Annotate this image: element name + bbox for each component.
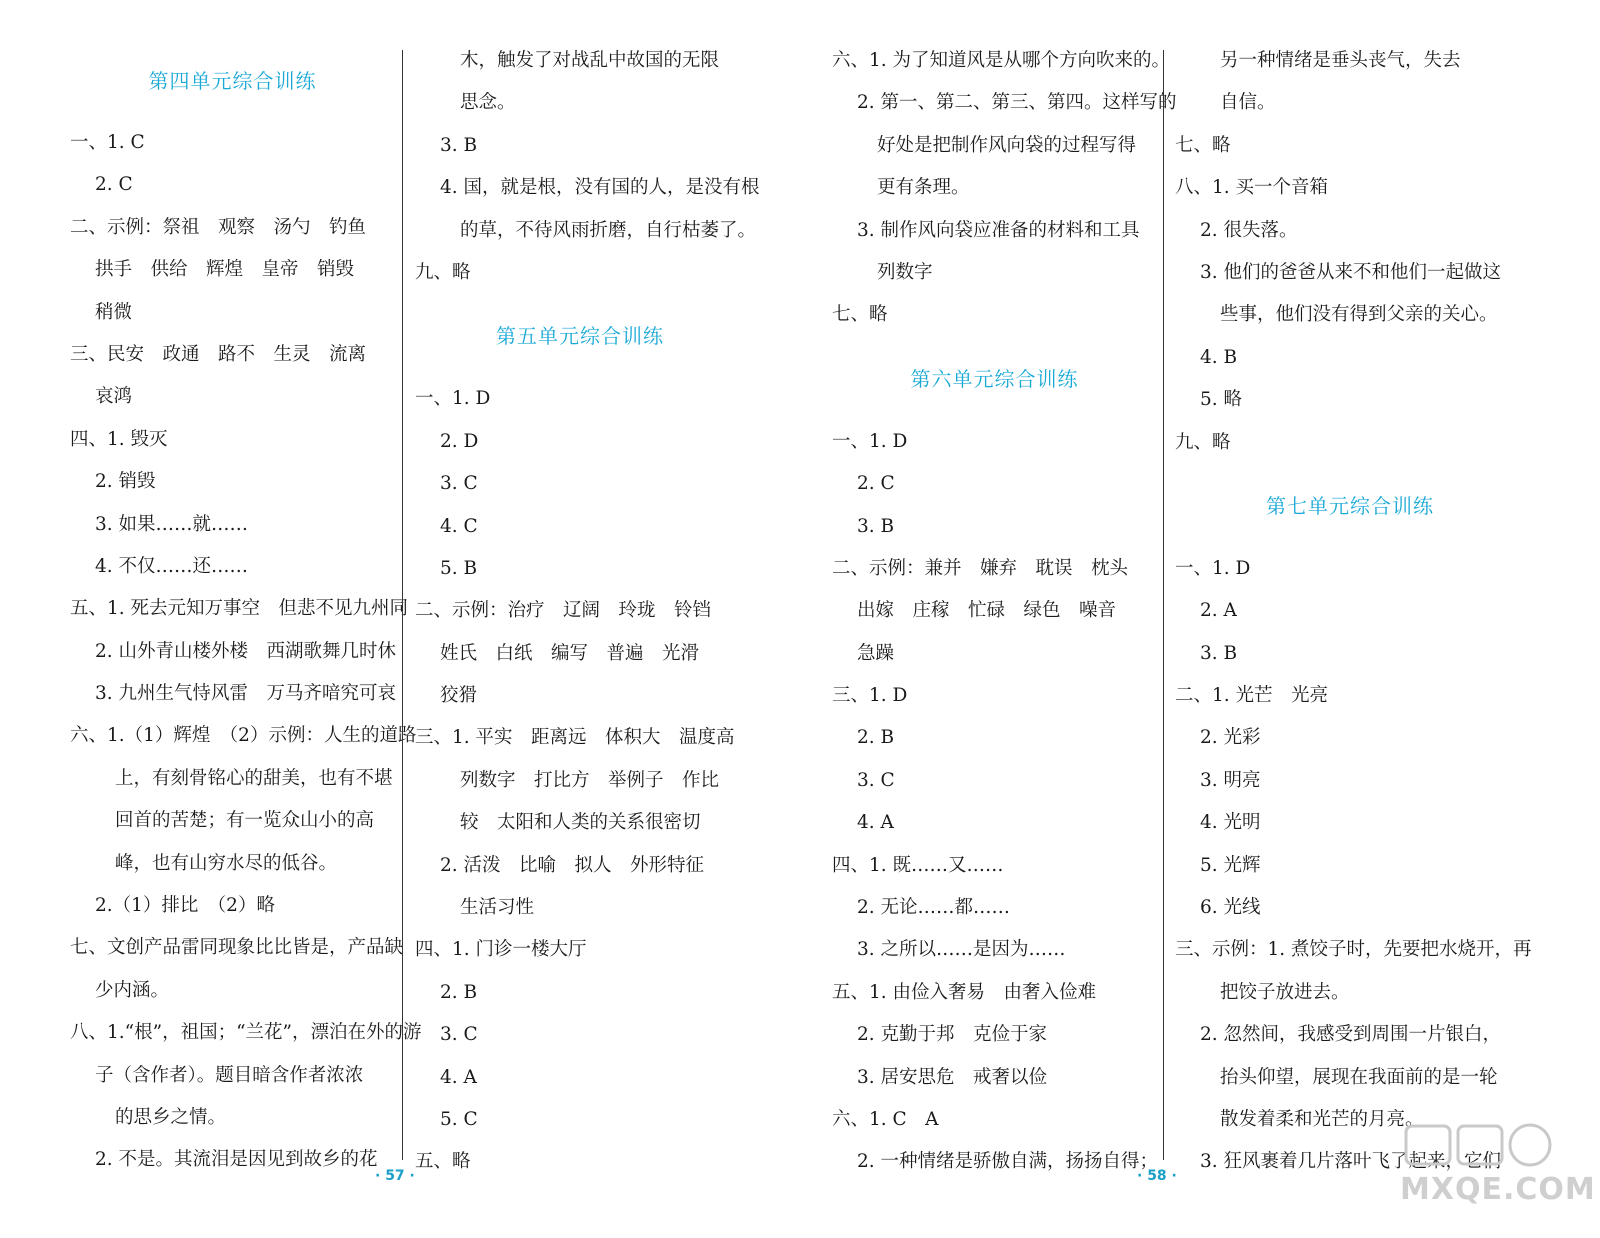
answer-line: 5. 光辉	[1200, 854, 1261, 876]
answer-line: 八、1. 买一个音箱	[1175, 177, 1329, 199]
answer-line: 3. B	[1200, 642, 1238, 664]
answer-line: 3. 他们的爸爸从来不和他们一起做这	[1200, 261, 1502, 283]
answer-line: 2. C	[95, 174, 133, 196]
column-2	[415, 40, 760, 1184]
column-divider	[402, 50, 403, 1160]
answer-line: 5. 略	[1200, 389, 1243, 411]
answer-line: 四、1. 毁灭	[70, 428, 168, 450]
unit-4-title: 第四单元综合训练	[148, 69, 317, 93]
answer-line: 七、略	[1175, 134, 1231, 156]
answer-line: 3. 制作风向袋应准备的材料和工具	[857, 219, 1140, 241]
answer-line: 3. 如果……就……	[95, 513, 249, 535]
answer-line: 的草，不待风雨折磨，自行枯萎了。	[460, 219, 757, 241]
answer-line: 一、1. D	[415, 388, 491, 410]
answer-line: 2. C	[857, 473, 895, 495]
answer-line: 一、1. C	[70, 132, 145, 153]
column-divider	[1163, 50, 1164, 1160]
answer-line: 2. A	[1200, 600, 1237, 622]
answer-line: 回首的苦楚；有一览众山小的高	[115, 810, 375, 832]
answer-line: 列数字	[877, 261, 933, 283]
answer-line: 些事，他们没有得到父亲的关心。	[1220, 304, 1498, 326]
answer-line: 3. C	[440, 1024, 478, 1046]
unit-6-title: 第六单元综合训练	[910, 366, 1079, 391]
answer-line: 九、略	[415, 261, 471, 283]
answer-line: 4. A	[440, 1066, 477, 1088]
answer-line: 把饺子放进去。	[1220, 981, 1350, 1003]
answer-line: 哀鸿	[95, 386, 133, 408]
unit-7-title: 第七单元综合训练	[1266, 493, 1434, 518]
answer-line: 4. 不仅……还……	[95, 555, 249, 577]
answer-line: 七、略	[832, 304, 888, 326]
answer-line: 3. 狂风裹着几片落叶飞了起来，它们	[1200, 1151, 1502, 1173]
page-number-right: · 58 ·	[1137, 1168, 1177, 1184]
answer-line: 2. 忽然间，我感受到周围一片银白，	[1200, 1024, 1502, 1046]
answer-line: 五、1. 由俭入奢易 由奢入俭难	[832, 981, 1097, 1003]
answer-line: 一、1. D	[832, 430, 908, 452]
watermark	[1400, 1120, 1596, 1220]
answer-line: 六、1.（1）辉煌 （2）示例：人生的道路	[70, 725, 417, 747]
answer-line: 4. B	[1200, 346, 1238, 368]
answer-line: 2. 光彩	[1200, 727, 1261, 749]
answer-line: 的思乡之情。	[115, 1106, 227, 1128]
answer-line: 2. B	[440, 981, 478, 1003]
answer-line: 四、1. 既……又……	[832, 854, 1004, 876]
answer-line: 抬头仰望，展现在我面前的是一轮	[1220, 1066, 1498, 1088]
answer-line: 子（含作者）。题目暗含作者浓浓	[95, 1064, 364, 1086]
answer-line: 2. D	[440, 430, 479, 452]
column-3	[832, 40, 1177, 1184]
answer-line: 姓氏 白纸 编写 普遍 光滑	[440, 642, 700, 664]
answer-line: 3. B	[857, 515, 895, 537]
answer-line: 上，有刻骨铭心的甜美，也有不堪	[115, 767, 393, 789]
answer-line: 六、1. C A	[832, 1108, 939, 1130]
answer-line: 二、1. 光芒 光亮	[1175, 685, 1329, 707]
answer-line: 三、1. D	[832, 685, 908, 707]
watermark-text: MXQE.COM	[1400, 1172, 1596, 1207]
answer-line: 2. 活泼 比喻 拟人 外形特征	[440, 854, 705, 876]
answer-line: 更有条理。	[877, 177, 970, 199]
answer-line: 思念。	[460, 92, 516, 114]
answer-line: 九、略	[1175, 431, 1231, 453]
answer-line: 好处是把制作风向袋的过程写得	[877, 134, 1137, 156]
answer-line: 2. 一种情绪是骄傲自满，扬扬自得；	[857, 1151, 1159, 1173]
answer-line: 4. A	[857, 812, 894, 834]
answer-line: 3. 居安思危 戒奢以俭	[857, 1066, 1048, 1088]
answer-line: 六、1. 为了知道风是从哪个方向吹来的。	[832, 50, 1171, 71]
answer-line: 3. C	[857, 769, 895, 791]
answer-line: 五、1. 死去元知万事空 但悲不见九州同	[70, 598, 409, 620]
answer-line: 2. 克勤于邦 克俭于家	[857, 1024, 1048, 1046]
answer-line: 一、1. D	[1175, 557, 1251, 579]
answer-line: 3. C	[440, 473, 478, 495]
answer-line: 3. B	[440, 134, 478, 156]
answer-line: 2. 不是。其流泪是因见到故乡的花	[95, 1149, 378, 1171]
answer-line: 散发着柔和光芒的月亮。	[1220, 1108, 1424, 1130]
answer-line: 3. 之所以……是因为……	[857, 939, 1066, 961]
answer-line: 生活习性	[460, 897, 535, 919]
answer-line: 2. 很失落。	[1200, 219, 1298, 241]
answer-line: 拱手 供给 辉煌 皇帝 销毁	[95, 259, 355, 281]
answer-line: 二、示例：祭祖 观察 汤勺 钓鱼	[70, 216, 367, 238]
answer-line: 较 太阳和人类的关系很密切	[460, 812, 701, 834]
answer-line: 狡猾	[440, 685, 478, 707]
answer-line: 出嫁 庄稼 忙碌 绿色 噪音	[857, 600, 1117, 622]
answer-line: 峰，也有山穷水尽的低谷。	[115, 852, 338, 874]
answer-line: 自信。	[1220, 92, 1276, 114]
answer-line: 八、1.“根”，祖国；“兰花”，漂泊在外的游	[70, 1022, 422, 1044]
answer-line: 急躁	[857, 642, 895, 664]
answer-line: 二、示例：治疗 辽阔 玲珑 铃铛	[415, 600, 712, 622]
answer-line: 2. 第一、第二、第三、第四。这样写的	[857, 92, 1177, 114]
answer-line: 列数字 打比方 举例子 作比	[460, 769, 720, 791]
answer-line: 4. C	[440, 515, 478, 537]
column-4	[1175, 40, 1532, 1184]
answer-line: 三、示例：1. 煮饺子时，先要把水烧开，再	[1175, 939, 1532, 961]
answer-line: 6. 光线	[1200, 897, 1261, 919]
unit-5-title: 第五单元综合训练	[496, 324, 664, 349]
answer-line: 少内涵。	[95, 979, 170, 1001]
answer-line: 5. C	[440, 1108, 478, 1130]
answer-line: 五、略	[415, 1151, 471, 1173]
answer-line: 另一种情绪是垂头丧气，失去	[1220, 50, 1461, 71]
page-number-left: · 57 ·	[375, 1168, 415, 1184]
answer-line: 2. 山外青山楼外楼 西湖歌舞几时休	[95, 640, 397, 662]
answer-line: 七、文创产品雷同现象比比皆是，产品缺	[70, 937, 404, 959]
answer-line: 3. 明亮	[1200, 769, 1261, 791]
answer-line: 4. 光明	[1200, 812, 1261, 834]
answer-line: 3. 九州生气恃风雷 万马齐喑究可哀	[95, 683, 397, 705]
answer-line: 二、示例：兼并 嫌弃 耽误 枕头	[832, 557, 1129, 579]
answer-line: 三、1. 平实 距离远 体积大 温度高	[415, 727, 735, 749]
answer-line: 2.（1）排比 （2）略	[95, 895, 275, 917]
answer-line: 三、民安 政通 路不 生灵 流离	[70, 343, 367, 365]
answer-line: 5. B	[440, 557, 478, 579]
answer-line: 2. 销毁	[95, 471, 156, 493]
answer-line: 2. B	[857, 727, 895, 749]
answer-line: 2. 无论……都……	[857, 897, 1011, 919]
answer-line: 木，触发了对战乱中故国的无限	[460, 50, 720, 71]
answer-line: 稍微	[95, 301, 133, 323]
answer-line: 4. 国，就是根，没有国的人，是没有根	[440, 177, 760, 199]
answer-line: 四、1. 门诊一楼大厅	[415, 939, 587, 961]
